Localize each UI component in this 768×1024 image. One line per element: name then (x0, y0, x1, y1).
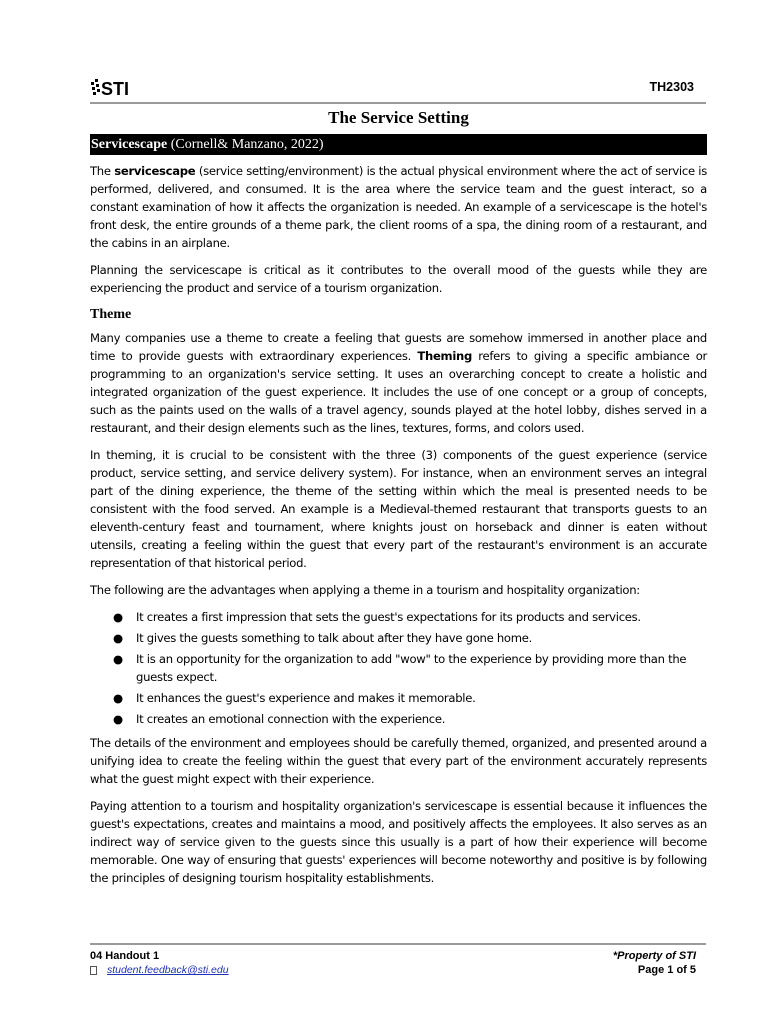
paragraph-advantages-intro: The following are the advantages when applying a theme in a tourism and hospitality organization: (90, 583, 640, 597)
paragraph-environment-details: The details of the environment and employees should be carefully themed, organized, and presented around a unifying idea to create the feeling within the guest that every part of the environment accurately represents what the guest might expect with their experience. (90, 736, 707, 786)
bullet-icon: ● (113, 712, 123, 726)
page-title: The Service Setting (328, 108, 469, 127)
list-item-text: It enhances the guest's experience and makes it memorable. (136, 691, 476, 705)
list-item (90, 629, 707, 647)
sti-logo-icon (91, 78, 137, 98)
list-item-text: It creates an emotional connection with the experience. (136, 712, 446, 726)
footer-divider (90, 943, 706, 945)
section-heading-servicescape (90, 134, 707, 155)
paragraph-theme-definition (90, 329, 707, 437)
list-item-text: It gives the guests something to talk about after they have gone home. (136, 631, 533, 645)
term-servicescape: servicescape (114, 164, 196, 178)
list-item (90, 689, 707, 707)
term-theming: Theming (417, 349, 473, 363)
footer-email-row (90, 964, 229, 976)
section-heading-bold: Servicescape (91, 137, 168, 152)
list-item (90, 650, 707, 686)
text: (service setting/environment) is the actual physical environment where the act of service is performed, delivered, and consumed. It is the area where the service team and the guest interact, so a constant examination of how it affects the organization is needed. An example of a servicescape is the hotel's front desk, the entire grounds of a theme park, the client rooms of a spa, the dining room of a restaurant, and the cabins in an airplane. (90, 164, 707, 250)
email-icon (90, 966, 97, 975)
feedback-email-link[interactable]: student.feedback@sti.edu (107, 964, 229, 976)
list-item (90, 608, 707, 626)
section-heading-citation: (Cornell& Manzano, 2022) (167, 137, 324, 152)
sti-logo (91, 76, 137, 100)
footer-handout-label: 04 Handout 1 (90, 950, 160, 962)
text: Many companies use a theme to create a feeling that guests are somehow immersed in another place and time to provide guests with extraordinary experiences. (90, 331, 707, 363)
advantages-list (90, 608, 707, 728)
text: The (90, 164, 115, 178)
svg-text:STI: STI (101, 79, 130, 98)
document-body (90, 162, 707, 896)
bullet-icon: ● (113, 610, 123, 624)
list-item-text: It is an opportunity for the organization to add "wow" to the experience by providing more than the guests expect. (136, 652, 687, 684)
bullet-icon: ● (113, 652, 123, 666)
text: refers to giving a specific ambiance or programming to an organization's service setting. It uses an overarching concept to create a holistic and integrated organization of the guest experience. It includes the use of one concept or a group of concepts, such as the paints used on the walls of a travel agency, sounds played at the hotel lobby, dishes served in a restaurant, and their design elements such as the lines, textures, forms, and colors used. (90, 349, 708, 435)
document-code: TH2303 (649, 80, 694, 94)
paragraph-planning: Planning the servicescape is critical as it contributes to the overall mood of the guests while they are experiencing the product and service of a tourism organization. (90, 263, 707, 295)
list-item (90, 710, 707, 728)
paragraph-theming-consistency: In theming, it is crucial to be consistent with the three (3) components of the guest experience (service product, service setting, and service delivery system). For instance, when an environment serves an integral part of the dining experience, the theme of the setting within which the meal is presented needs to be consistent with the food served. An example is a Medieval-themed restaurant that transports guests to an eleventh-century feast and tournament, where knights joust on horseback and dinner is eaten without utensils, creating a feeling within the guest that every part of the restaurant's environment is an accurate representation of that historical period. (90, 448, 707, 570)
list-item-text: It creates a first impression that sets the guest's expectations for its products and services. (136, 610, 641, 624)
paragraph-servicescape-importance: Paying attention to a tourism and hospitality organization's servicescape is essential because it influences the guest's expectations, creates and maintains a mood, and positively affects the employees. It also serves as an indirect way of service given to the guests since this usually is a part of how their experience will become memorable. One way of ensuring that guests' experiences will become noteworthy and positive is by following the principles of designing tourism hospitality establishments. (90, 799, 707, 885)
page-number: Page 1 of 5 (637, 964, 696, 976)
footer-property-label: *Property of STI (612, 950, 696, 962)
bullet-icon: ● (113, 631, 123, 645)
header-divider (90, 102, 706, 104)
bullet-icon: ● (113, 691, 123, 705)
heading-theme: Theme (90, 307, 132, 322)
paragraph-servicescape-definition (90, 162, 707, 252)
